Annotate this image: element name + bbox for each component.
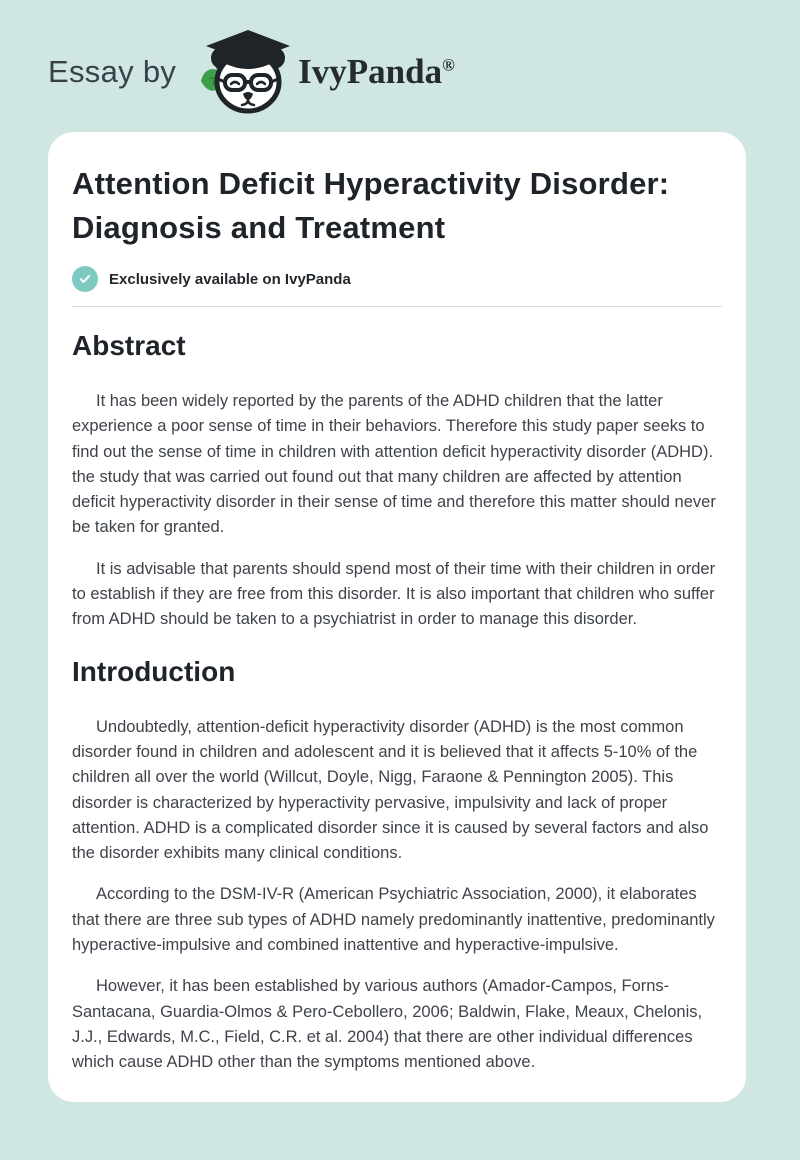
introduction-heading: Introduction bbox=[72, 655, 236, 687]
divider bbox=[72, 306, 722, 307]
brand-name: IvyPanda bbox=[298, 52, 443, 91]
site-header bbox=[0, 0, 800, 118]
availability-label: Exclusively available on IvyPanda bbox=[109, 270, 351, 288]
ivypanda-logo bbox=[192, 28, 296, 116]
introduction-paragraph-2: According to the DSM-IV-R (American Psychiatric Association, 2000), it elaborates that there are three sub types of ADHD namely predominantly inattentive, predominantly hyperactive-impulsive and combined inattentive and hyperactive-impulsive. bbox=[72, 885, 715, 955]
brand-wordmark bbox=[298, 52, 455, 92]
check-icon bbox=[72, 266, 98, 292]
essay-by-label: Essay by bbox=[48, 54, 177, 89]
section-abstract bbox=[72, 329, 722, 633]
introduction-paragraph-3: However, it has been established by various authors (Amador-Campos, Forns-Santacana, Guardia-Olmos & Pero-Cebollero, 2006; Baldwin, Flake, Meaux, Chelonis, J.J., Edwards, M.C., Field, C.R. et al. 2004) that there are other individual differences which cause ADHD other than the symptoms mentioned above. bbox=[72, 977, 703, 1072]
panda-graduate-icon bbox=[192, 28, 296, 116]
introduction-paragraph-1: Undoubtedly, attention-deficit hyperactivity disorder (ADHD) is the most common disorder found in children and adolescent and it is believed that it affects 5-10% of the children all over the world (Willcut, Doyle, Nigg, Faraone & Pennington 2005). This disorder is characterized by hyperactivity pervasive, impulsivity and lack of proper attention. ADHD is a complicated disorder since it is caused by several factors and also the disorder exhibits many clinical conditions. bbox=[72, 717, 709, 863]
abstract-paragraph-1: It has been widely reported by the parents of the ADHD children that the latter experience a poor sense of time in their behaviors. Therefore this study paper seeks to find out the sense of time in children with attention deficit hyperactivity disorder (ADHD). the study that was carried out found out that many children are affected by attention deficit hyperactivity disorder in their sense of time and therefore this matter should never be taken for granted. bbox=[72, 392, 716, 537]
abstract-paragraph-2: It is advisable that parents should spend most of their time with their children in order to establish if they are free from this disorder. It is also important that children who suffer from ADHD should be taken to a psychiatrist in order to manage this disorder. bbox=[72, 559, 716, 629]
essay-title: Attention Deficit Hyperactivity Disorder: Diagnosis and Treatment bbox=[72, 166, 670, 245]
registered-trademark: ® bbox=[442, 55, 455, 75]
section-introduction bbox=[72, 655, 722, 1076]
abstract-heading: Abstract bbox=[72, 330, 186, 361]
availability-badge bbox=[72, 266, 722, 292]
essay-card bbox=[48, 132, 746, 1102]
